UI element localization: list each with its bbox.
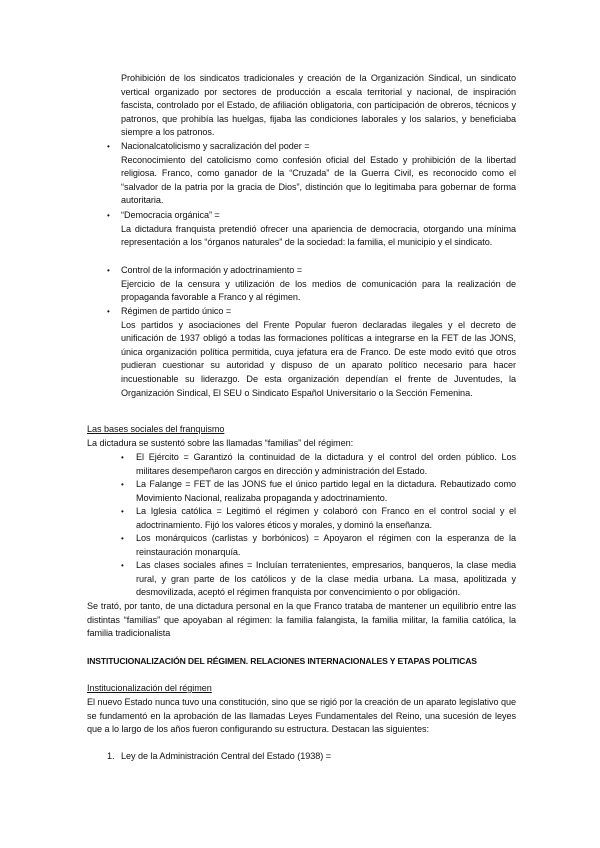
- bullet-icon: •: [121, 453, 124, 462]
- familia-text: El Ejército = Garantizó la continuidad de la dictadura y el control del orden público. Los militares desempeñaron cargos en dirección y administración del Estado.: [136, 452, 516, 476]
- pillar-text: Ejercicio de la censura y utilización de los medios de comunicación para la realización de propaganda favorable a Franco y al régimen.: [121, 278, 516, 303]
- inst-heading: Institucionalización del régimen: [87, 683, 212, 693]
- familia-text: La Falange = FET de las JONS fue el único partido legal en la dictadura. Rebautizado como Movimiento Nacional, realizaba propaganda y adoctrinamiento.: [136, 479, 516, 503]
- bullet-icon: •: [121, 480, 124, 489]
- bullet-icon: •: [107, 142, 110, 151]
- pillar-title: Control de la información y adoctrinamiento =: [121, 265, 302, 275]
- familia-text: La Iglesia católica = Legitimó el régimen y colaboró con Franco en el control social y el adoctrinamiento. Fijó los valores éticos y morales, y dominó la enseñanza.: [136, 506, 516, 530]
- bullet-icon: •: [121, 507, 124, 516]
- bases-conclusion: Se trató, por tanto, de una dictadura personal en la que Franco trataba de mantener un equilibrio entre las distintas “familias” que apoyaban al régimen: la familia falangista, la familia militar, la familia católica, la familia tradicionalista: [87, 601, 516, 639]
- bullet-icon: •: [121, 534, 124, 543]
- pillar-title: Nacionalcatolicismo y sacralización del poder =: [121, 141, 310, 151]
- law-number: 1.: [107, 751, 115, 761]
- bullet-icon: •: [121, 561, 124, 570]
- familia-text: Los monárquicos (carlistas y borbónicos) = Apoyaron el régimen con la esperanza de la reinstauración monarquía.: [136, 533, 516, 557]
- intro-paragraph: Prohibición de los sindicatos tradicionales y creación de la Organización Sindical, un sindicato vertical organizado por sectores de producción a escala territorial y nacional, de inspiración fascista, controlado por el Estado, de afiliación obligatoria, con participación de obreros, técnicos y patronos, que prohibía las huelgas, fijaba las condiciones laborales y los salarios, y beneficiaba siempre a los patronos.: [121, 73, 516, 138]
- bullet-icon: •: [107, 211, 110, 220]
- pillar-title: Régimen de partido único =: [121, 306, 232, 316]
- familia-text: Las clases sociales afines = Incluían terratenientes, empresarios, banqueros, la clase media rural, y gran parte de los católicos y de la clase media urbana. La masa, apolitizada y desmovilizada, aceptó el régimen franquista por convencimiento o por obligación.: [136, 560, 516, 598]
- bullet-icon: •: [107, 307, 110, 316]
- bullet-icon: •: [107, 266, 110, 275]
- bases-intro: La dictadura se sustentó sobre las llamadas “familias” del régimen:: [87, 438, 354, 448]
- inst-paragraph: El nuevo Estado nunca tuvo una constitución, sino que se rigió por la creación de un aparato legislativo que se fundamentó en la aprobación de las llamadas Leyes Fundamentales del Reino, una sucesión de leyes que a lo largo de los años fueron configurando su estructura. Destacan las siguientes:: [87, 697, 516, 735]
- pillar-text: Reconocimiento del catolicismo como confesión oficial del Estado y prohibición de la libertad religiosa. Franco, como ganador de la “Cruzada” de la Guerra Civil, es reconocido como el “salvador de la patria por la gracia de Dios”, distinción que lo legitimaba para gobernar de forma autoritaria.: [121, 154, 516, 206]
- pillar-text: La dictadura franquista pretendió ofrecer una apariencia de democracia, otorgando una mínima representación a los “órganos naturales” de la sociedad: la familia, el municipio y el sindicato.: [121, 223, 516, 248]
- pillar-title: “Democracia orgánica” =: [121, 210, 220, 220]
- bases-heading: Las bases sociales del franquismo: [87, 424, 225, 434]
- pillar-text: Los partidos y asociaciones del Frente Popular fueron declaradas ilegales y el decreto de unificación de 1937 obligó a todas las formaciones políticas a integrarse en la FET de las JONS, única organización política permitida, cuya jefatura era de Franco. De este modo evitó que otros pudieran cuestionar su autoridad y dispuso de un aparato político necesario para hacer incuestionable su liderazgo. De esta organización dependían el frente de Juventudes, la Organización Sindical, El SEU o Sindicato Español Universitario o la Sección Femenina.: [121, 319, 516, 398]
- section-heading: INSTITUCIONALIZACIÓN DEL RÉGIMEN. RELACIONES INTERNACIONALES Y ETAPAS POLITICAS: [87, 656, 477, 666]
- law-text: Ley de la Administración Central del Estado (1938) =: [121, 751, 331, 761]
